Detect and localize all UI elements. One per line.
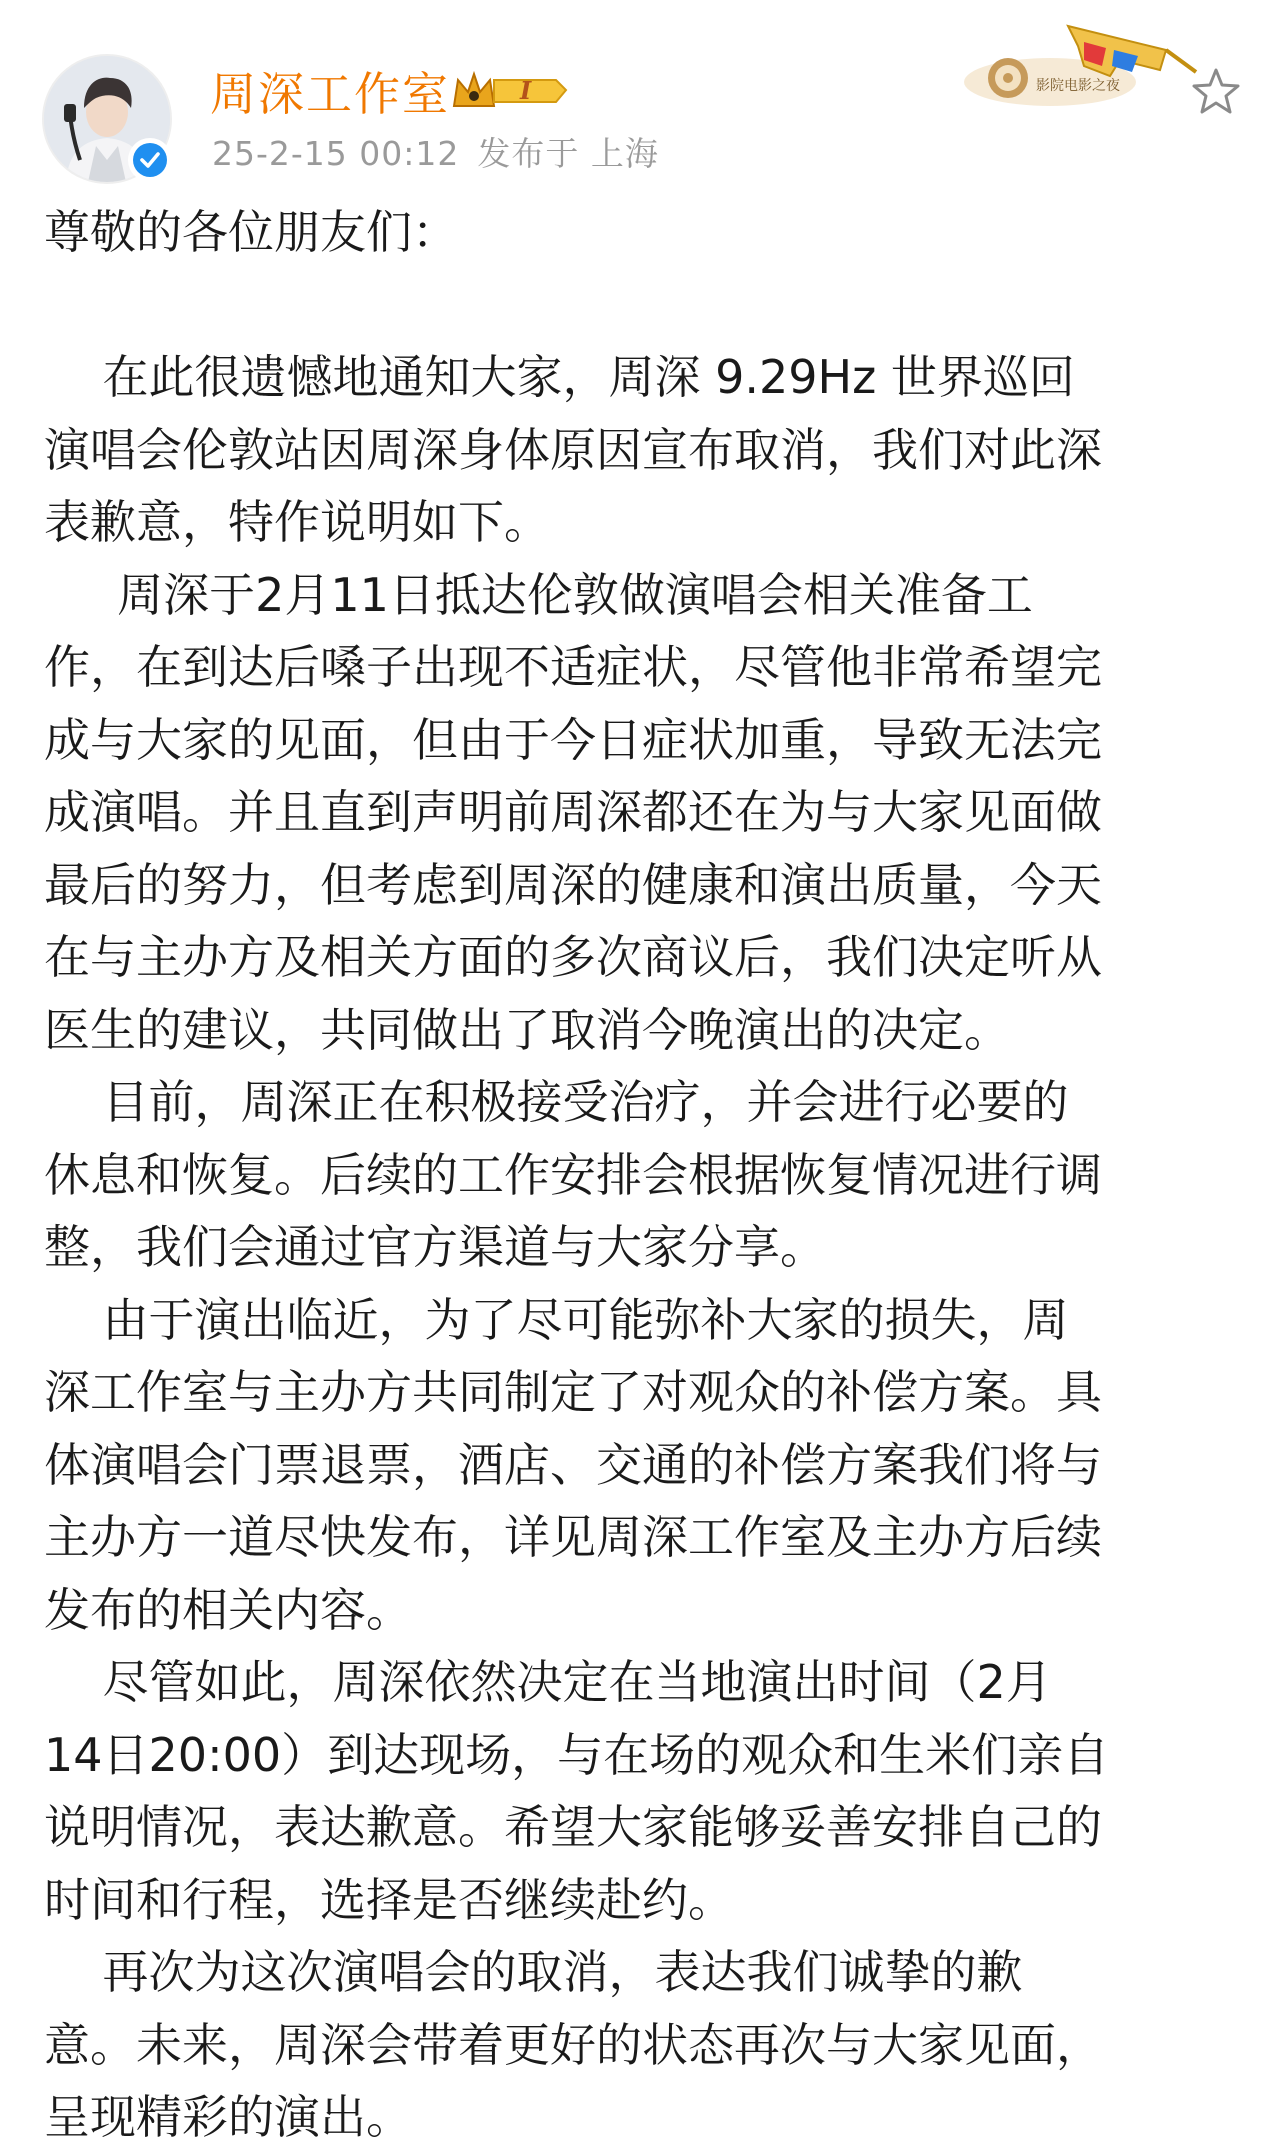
post-text-line: 周深于2月11日抵达伦敦做演唱会相关准备工: [44, 567, 1033, 622]
verified-badge: [128, 138, 172, 182]
crown-vip-badge-icon[interactable]: [450, 66, 570, 114]
post-text-line: 由于演出临近，为了尽可能弥补大家的损失，周: [44, 1292, 1069, 1347]
post-text-line: 成与大家的见面，但由于今日症状加重，导致无法完: [44, 712, 1102, 767]
post-text-line: 主办方一道尽快发布，详见周深工作室及主办方后续: [44, 1510, 1102, 1564]
post-text-line: 休息和恢复。后续的工作安排会根据恢复情况进行调: [44, 1147, 1102, 1202]
post-text-line: 体演唱会门票退票，酒店、交通的补偿方案我们将与: [44, 1437, 1102, 1492]
post-text-line: 在与主办方及相关方面的多次商议后，我们决定听从: [44, 930, 1102, 984]
post-meta: [212, 128, 659, 175]
post-text-line: 表歉意，特作说明如下。: [44, 495, 550, 549]
post-text-line: 呈现精彩的演出。: [44, 2090, 412, 2144]
post-header: [0, 0, 1284, 200]
post-timestamp: 25-2-15 00:12: [212, 134, 460, 173]
post-text-line: 演唱会伦敦站因周深身体原因宣布取消，我们对此深: [44, 422, 1102, 477]
post-text-line: 整，我们会通过官方渠道与大家分享。: [44, 1220, 826, 1274]
vip-level-label: I: [520, 76, 532, 105]
decoration-label: 影院电影之夜: [1036, 78, 1120, 94]
post-body: [44, 196, 1244, 2154]
post-text-line: 最后的努力，但考虑到周深的健康和演出质量，今天: [44, 857, 1102, 912]
post-text-line: 尊敬的各位朋友们：: [44, 205, 458, 259]
post-text-line: 再次为这次演唱会的取消，表达我们诚挚的歉: [44, 1945, 1023, 1999]
post-text-line: 发布的相关内容。: [44, 1582, 412, 1637]
post-text-line: 说明情况，表达歉意。希望大家能够妥善安排自己的: [44, 1800, 1102, 1854]
post-text-line: 时间和行程，选择是否继续赴约。: [44, 1872, 734, 1927]
author-name[interactable]: 周深工作室: [210, 67, 450, 121]
post-text-line: 深工作室与主办方共同制定了对观众的补偿方案。具: [44, 1365, 1102, 1419]
post-text-line: 尽管如此，周深依然决定在当地演出时间（2月: [44, 1655, 1052, 1709]
post-text-line: 医生的建议，共同做出了取消今晚演出的决定。: [44, 1002, 1010, 1057]
verified-check-icon: [132, 142, 168, 178]
post-text-line: 作，在到达后嗓子出现不适症状，尽管他非常希望完: [44, 640, 1102, 694]
movie-3d-glasses-badge: [960, 20, 1200, 110]
star-outline-icon[interactable]: [1190, 66, 1242, 118]
post-text-line: 目前，周深正在积极接受治疗，并会进行必要的: [44, 1075, 1069, 1129]
post-text-line: 14日20:00）到达现场，与在场的观众和生米们亲自: [44, 1727, 1110, 1782]
post-text-line: 成演唱。并且直到声明前周深都还在为与大家见面做: [44, 785, 1102, 839]
post-location: 发布于 上海: [477, 134, 659, 173]
post-text-line: [44, 269, 1244, 342]
post-text-line: 在此很遗憾地通知大家，周深 9.29Hz 世界巡回: [44, 350, 1075, 404]
post-text-line: 意。未来，周深会带着更好的状态再次与大家见面，: [44, 2017, 1102, 2072]
